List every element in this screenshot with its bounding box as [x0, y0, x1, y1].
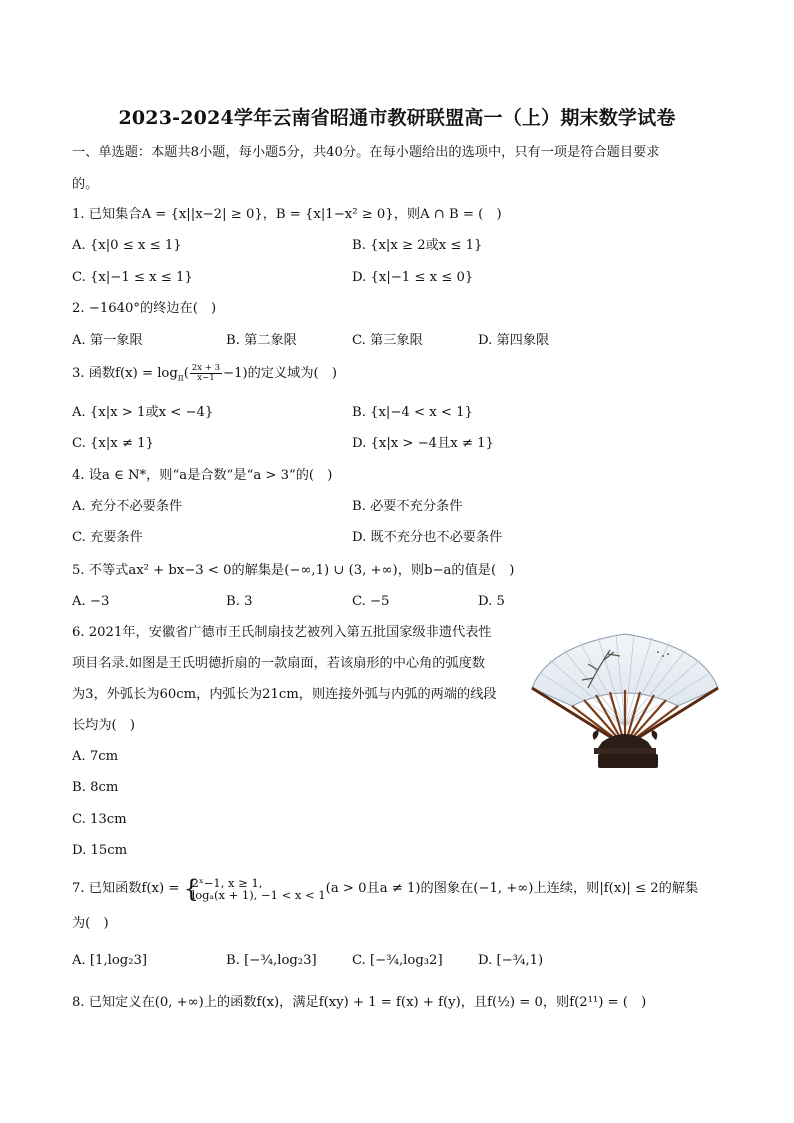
q7-line2: 为( ): [72, 916, 109, 931]
q5-option-b: B. 3: [226, 594, 253, 609]
q7-option-b: B. [−¾,log₂3]: [226, 953, 317, 968]
q3-option-a: A. {x|x > 1或x < −4}: [72, 405, 214, 420]
q2-stem: 2. −1640°的终边在( ): [72, 301, 217, 316]
q2-option-a: A. 第一象限: [72, 333, 143, 348]
q7-piece-1: 2ˣ−1, x ≥ 1,: [191, 875, 263, 890]
q3-option-b: B. {x|−4 < x < 1}: [352, 405, 473, 420]
q3-log-base: π: [177, 373, 184, 384]
q2-option-d: D. 第四象限: [478, 333, 550, 348]
q6-line4: 长均为( ): [72, 718, 136, 733]
q1-option-b: B. {x|x ≥ 2或x ≤ 1}: [352, 238, 483, 253]
q1-option-d: D. {x|−1 ≤ x ≤ 0}: [352, 270, 474, 285]
q6-line3: 为3，外弧长为60cm，内弧长为21cm，则连接外弧与内弧的两端的线段: [72, 687, 497, 702]
q1-option-c: C. {x|−1 ≤ x ≤ 1}: [72, 270, 193, 285]
q3-stem: 3. 函数$f(x) = \log_\pi$( $\frac{2x + 3}{x-1}$ −1)的定义域为( ): [72, 363, 338, 384]
q5-option-d: D. 5: [478, 594, 505, 609]
q5-option-a: A. −3: [72, 594, 110, 609]
q3-option-c: C. {x|x ≠ 1}: [72, 436, 154, 451]
q3-fraction-numerator: 2x + 3: [191, 363, 221, 373]
section-header-line1: 一、单选题：本题共8小题，每小题5分，共40分。在每小题给出的选项中，只有一项是符合题目要求: [72, 145, 660, 160]
q7-brace: {: [183, 874, 199, 903]
q5-option-c: C. −5: [352, 594, 390, 609]
q1-stem: 1. 已知集合A = {x||x−2| ≥ 0}，B = {x|1−x² ≥ 0}，则A ∩ B = ( ): [72, 207, 502, 222]
q2-option-c: C. 第三象限: [352, 333, 423, 348]
q6-line1: 6. 2021年，安徽省广德市王氏制扇技艺被列入第五批国家级非遗代表性: [72, 625, 492, 640]
folding-fan-image: [528, 628, 722, 770]
q4-option-a: A. 充分不必要条件: [72, 499, 183, 514]
q5-stem: 5. 不等式ax² + bx−3 < 0的解集是(−∞,1) ∪ (3, +∞)，则b−a的值是( ): [72, 563, 515, 578]
q7-option-c: C. [−¾,log₃2]: [352, 953, 443, 968]
q4-option-c: C. 充要条件: [72, 530, 143, 545]
q1-option-a: A. {x|0 ≤ x ≤ 1}: [72, 238, 182, 253]
q6-option-b: B. 8cm: [72, 780, 119, 795]
q7-option-d: D. [−¾,1): [478, 953, 544, 968]
q8-stem: 8. 已知定义在(0, +∞)上的函数f(x)，满足f(xy) + 1 = f(x) + f(y)，且f(½) = 0，则f(2¹¹) = ( ): [72, 995, 647, 1010]
q6-option-d: D. 15cm: [72, 843, 128, 858]
q6-line2: 项目名录.如图是王氏明德折扇的一款扇面，若该扇形的中心角的弧度数: [72, 656, 486, 671]
q3-stem-pre: 3. 函数f(x) = log: [72, 366, 178, 381]
section-header-line2: 的。: [72, 177, 99, 192]
q7-piecewise: [183, 874, 326, 903]
q4-option-b: B. 必要不充分条件: [352, 499, 463, 514]
q3-option-d: D. {x|x > −4且x ≠ 1}: [352, 436, 494, 451]
q2-option-b: B. 第二象限: [226, 333, 297, 348]
q3-fraction: [190, 364, 222, 383]
q6-option-c: C. 13cm: [72, 812, 127, 827]
q7-option-a: A. [1,log₂3]: [72, 953, 148, 968]
page-title: 2023-2024学年云南省昭通市教研联盟高一（上）期末数学试卷: [118, 107, 676, 129]
q6-option-a: A. 7cm: [72, 749, 119, 764]
q7-stem-post: (a > 0且a ≠ 1)的图象在(−1, +∞)上连续，则|f(x)| ≤ 2的解集: [325, 881, 699, 896]
q3-stem-post: −1)的定义域为( ): [223, 366, 338, 381]
q7-piece-2: logₐ(x + 1), −1 < x < 1: [191, 887, 326, 902]
q3-fraction-denominator: x−1: [197, 373, 215, 383]
q4-stem: 4. 设a ∈ N*，则“a是合数”是“a > 3”的( ): [72, 468, 333, 483]
q7-stem-pre: 7. 已知函数f(x) =: [72, 881, 180, 896]
q4-option-d: D. 既不充分也不必要条件: [352, 530, 503, 545]
q7-stem: [72, 876, 698, 902]
